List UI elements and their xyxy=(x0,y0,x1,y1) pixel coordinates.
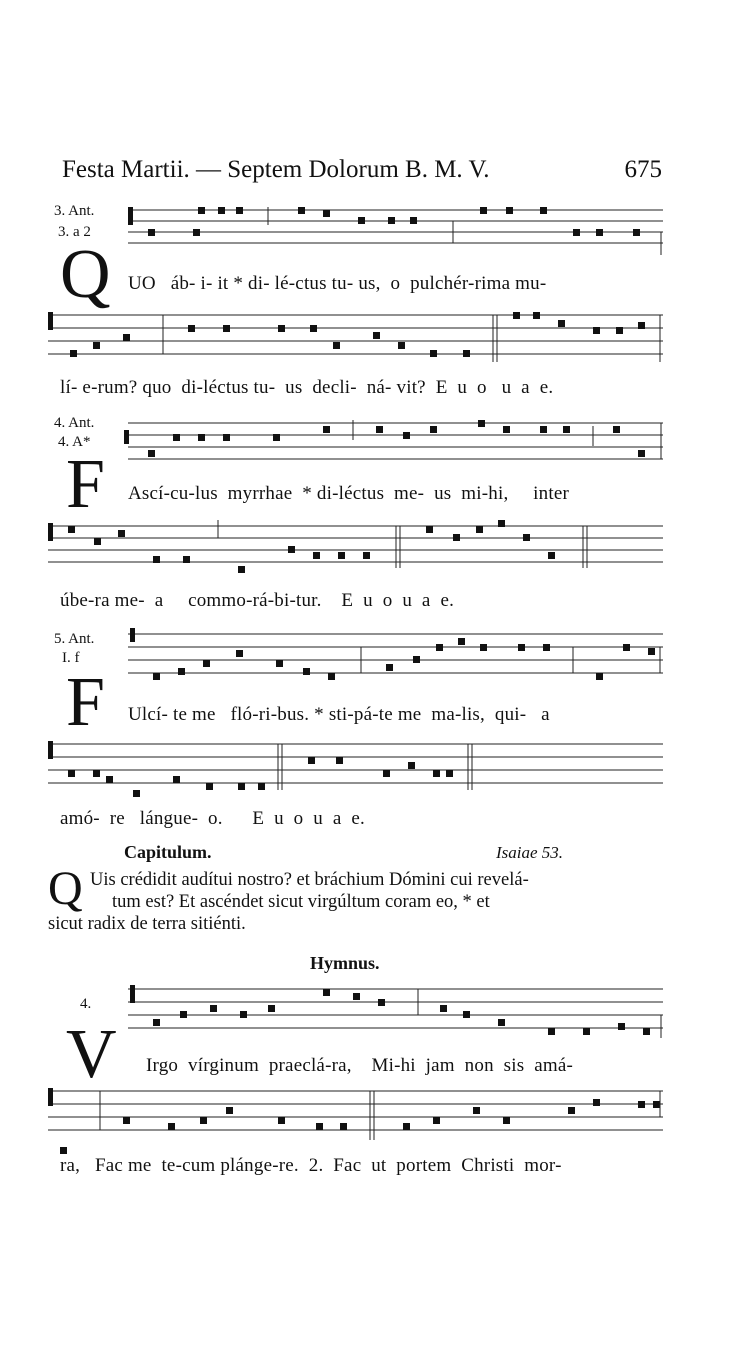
antiphon-4-lyric-1: Ascí-cu-lus myrrhae * di-léctus me- us mi-hi, inter xyxy=(128,483,569,504)
antiphon-4-staff-2 xyxy=(48,520,663,580)
antiphon-4-label: 4. Ant. xyxy=(54,415,95,431)
capitulum-line-3: sicut radix de terra sitiénti. xyxy=(48,914,246,934)
antiphon-5-initial: F xyxy=(66,664,105,741)
hymnus-lyric-2: ra, Fac me te-cum plánge-re. 2. Fac ut portem Christi mor- xyxy=(60,1155,562,1176)
antiphon-5-lyric-1: Ulcí- te me fló-ri-bus. * sti-pá-te me ma-lis, qui- a xyxy=(128,704,550,725)
capitulum-title: Capitulum. xyxy=(124,842,212,862)
antiphon-4-staff-1 xyxy=(118,420,663,472)
antiphon-5-mode: I. f xyxy=(62,650,80,666)
page-header xyxy=(62,156,662,184)
capitulum-initial: Q xyxy=(48,862,83,915)
antiphon-5-label: 5. Ant. xyxy=(54,631,95,647)
antiphon-4-initial: F xyxy=(66,446,105,523)
capitulum-line-2: tum est? Et ascéndet sicut virgúltum coram eo, * et xyxy=(112,892,490,912)
capitulum-reference: Isaiae 53. xyxy=(496,843,564,862)
antiphon-5-lyric-2: amó- re lángue- o. E u o u a e. xyxy=(60,808,365,829)
hymnus-staff-1 xyxy=(118,983,663,1043)
antiphon-3-staff-1 xyxy=(118,207,663,257)
page-title: Festa Martii. — Septem Dolorum B. M. V. xyxy=(62,156,490,183)
antiphon-3-initial: Q xyxy=(60,236,111,313)
hymnus-title: Hymnus. xyxy=(310,953,380,973)
antiphon-4-mode: 4. A* xyxy=(58,434,91,450)
antiphon-5-staff-1 xyxy=(118,628,663,688)
hymnus-staff-2 xyxy=(48,1085,663,1160)
antiphon-3-label: 3. Ant. xyxy=(54,203,95,219)
hymnus-mode: 4. xyxy=(80,996,92,1012)
capitulum-line-1: Uis crédidit audítui nostro? et bráchium Dómini cui revelá- xyxy=(90,870,529,890)
page-number: 675 xyxy=(624,156,662,183)
antiphon-4-lyric-2: úbe-ra me- a commo-rá-bi-tur. E u o u a e. xyxy=(60,590,455,611)
antiphon-3-lyric-2: lí- e-rum? quo di-léctus tu- us decli- ná- vit? E u o u a e. xyxy=(60,377,554,398)
antiphon-3-lyric-1: UO áb- i- it * di- lé-ctus tu- us, o pulchér-rima mu- xyxy=(128,273,547,294)
antiphon-3-mode: 3. a 2 xyxy=(58,224,91,240)
antiphon-3-staff-2 xyxy=(48,312,663,372)
hymnus-lyric-1: Irgo vírginum praeclá-ra, Mi-hi jam non sis amá- xyxy=(146,1055,574,1076)
hymnus-initial: V xyxy=(66,1016,117,1093)
antiphon-5-staff-2 xyxy=(48,738,663,803)
